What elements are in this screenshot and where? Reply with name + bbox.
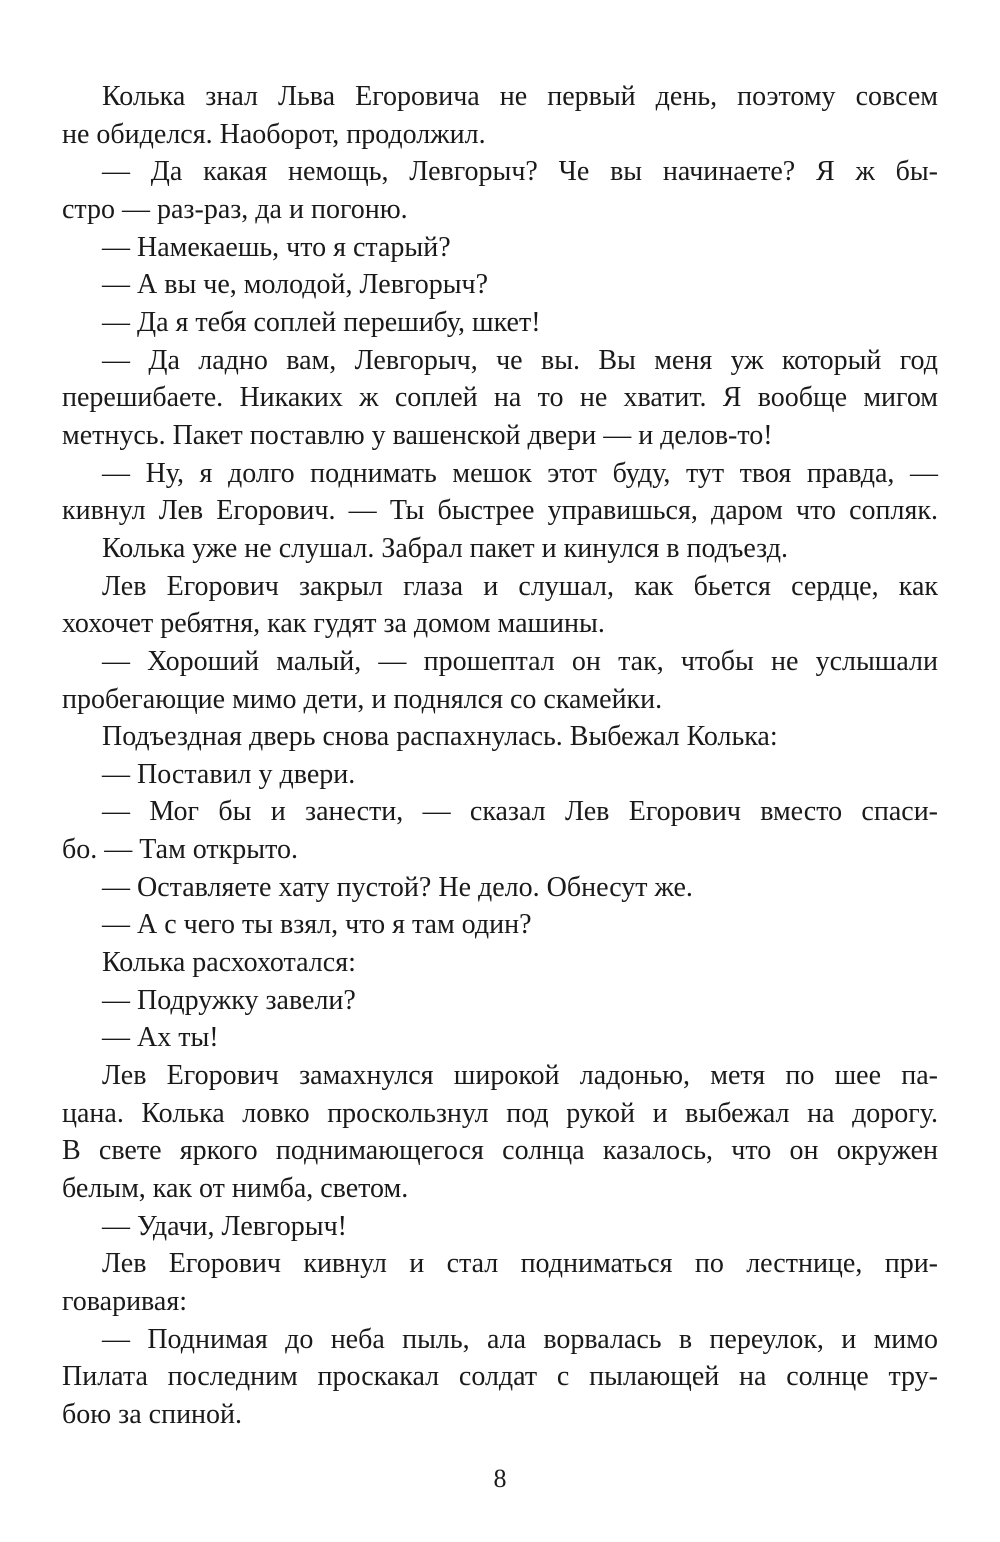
text-line: цана. Колька ловко проскользнул под рукой и выбежал на дорогу. [62, 1097, 938, 1129]
text-line: хохочет ребятня, как гудят за домом машины. [62, 608, 605, 640]
text-line: — Хороший малый, — прошептал он так, чтобы не услышали [102, 645, 938, 677]
text-line: — Мог бы и занести, — сказал Лев Егорович вместо спаси- [102, 796, 938, 828]
text-line: В свете яркого поднимающегося солнца казалось, что он окружен [62, 1135, 938, 1167]
text-line: — Ах ты! [102, 1022, 219, 1054]
text-line: — Да ладно вам, Левгорыч, че вы. Вы меня уж который год [102, 344, 938, 376]
text-line: бою за спиной. [62, 1398, 243, 1430]
text-line: — Поднимая до неба пыль, ала ворвалась в переулок, и мимо [102, 1323, 938, 1355]
text-line: белым, как от нимба, светом. [62, 1173, 409, 1205]
text-line: кивнул Лев Егорович. — Ты быстрее управишься, даром что сопляк. [62, 495, 938, 527]
text-line: метнусь. Пакет поставлю у вашенской двери — и делов-то! [62, 419, 773, 451]
body-text [62, 78, 938, 1434]
text-line: Колька уже не слушал. Забрал пакет и кинулся в подъезд. [102, 532, 788, 564]
text-line: — Намекаешь, что я старый? [102, 231, 451, 263]
text-line: Лев Егорович кивнул и стал подниматься по лестнице, при- [102, 1248, 938, 1280]
text-line: бо. — Там открыто. [62, 834, 298, 866]
text-line: Пилата последним проскакал солдат с пылающей на солнце тру- [62, 1361, 938, 1393]
text-line: Лев Егорович закрыл глаза и слушал, как бьется сердце, как [102, 570, 938, 602]
text-line: — Да я тебя соплей перешибу, шкет! [102, 306, 541, 338]
text-line: — Да какая немощь, Левгорыч? Че вы начинаете? Я ж бы- [102, 156, 938, 188]
text-line: Подъездная дверь снова распахнулась. Выбежал Колька: [102, 721, 778, 753]
text-line: Лев Егорович замахнулся широкой ладонью, метя по шее па- [102, 1060, 938, 1092]
text-line: пробегающие мимо дети, и поднялся со скамейки. [62, 683, 663, 715]
page-number: 8 [493, 1464, 507, 1493]
text-line: — А с чего ты взял, что я там один? [102, 909, 532, 941]
text-line: говаривая: [62, 1286, 187, 1317]
text-line: — А вы че, молодой, Левгорыч? [102, 269, 489, 301]
text-line: — Ну, я долго поднимать мешок этот буду, тут твоя правда, — [102, 457, 938, 489]
text-line: — Оставляете хату пустой? Не дело. Обнесут же. [102, 871, 693, 903]
text-line: — Удачи, Левгорыч! [102, 1210, 347, 1242]
text-line: стро — раз-раз, да и погоню. [62, 193, 408, 225]
text-line: — Подружку завели? [102, 984, 356, 1016]
text-line: перешибаете. Никаких ж соплей на то не хватит. Я вообще мигом [62, 382, 938, 414]
text-line: не обиделся. Наоборот, продолжил. [62, 118, 486, 150]
text-line: Колька расхохотался: [102, 947, 356, 979]
text-line: — Поставил у двери. [102, 758, 356, 790]
text-line: Колька знал Льва Егоровича не первый день, поэтому совсем [102, 81, 938, 112]
